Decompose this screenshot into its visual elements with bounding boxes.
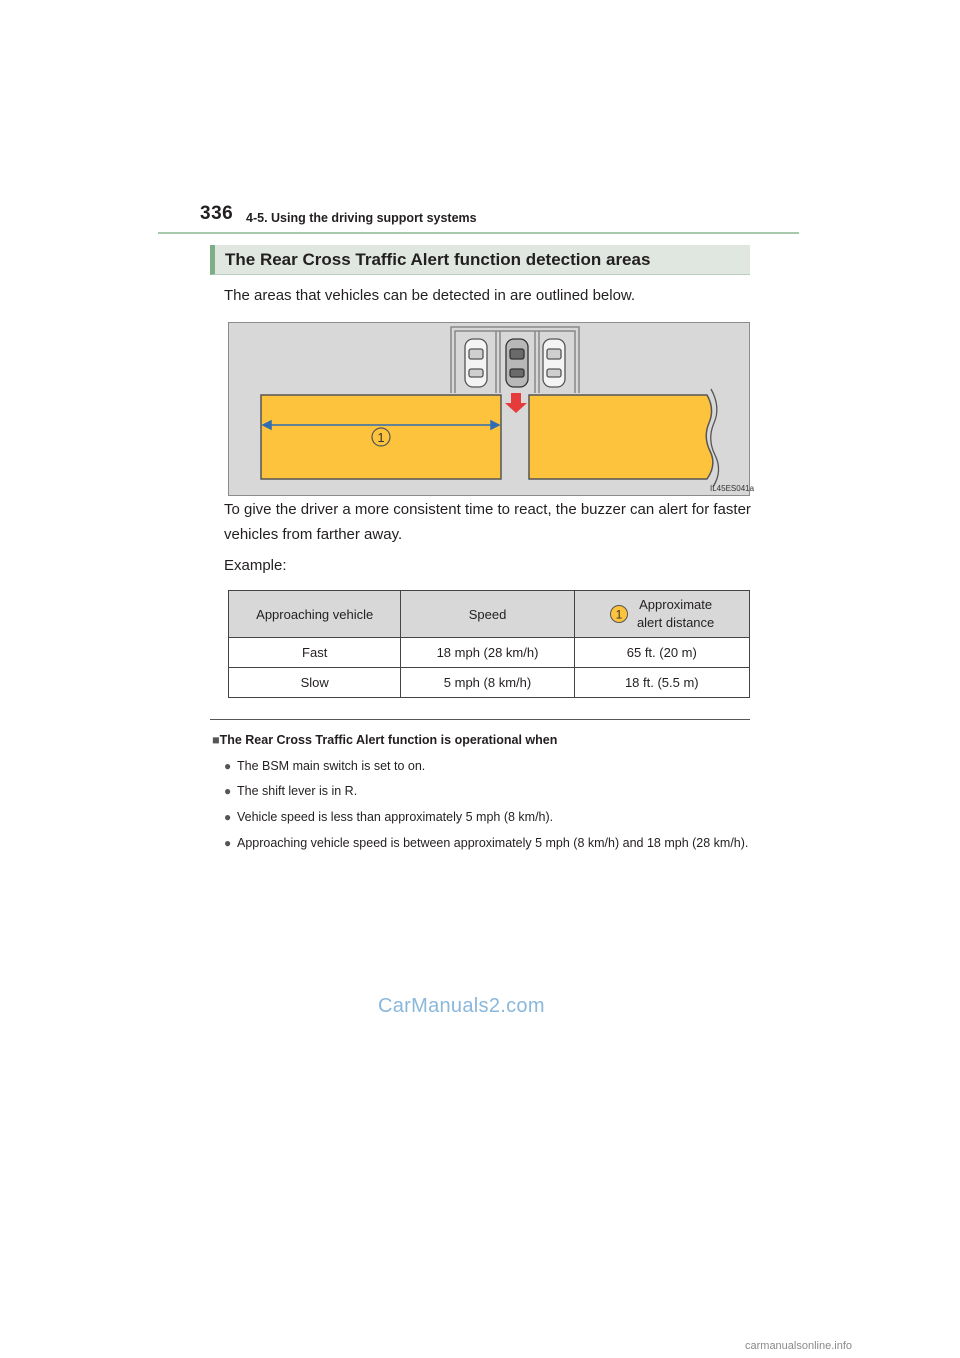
page-number: 336 xyxy=(200,203,234,224)
note-divider xyxy=(210,719,750,720)
svg-text:1: 1 xyxy=(615,607,623,622)
example-label: Example: xyxy=(224,557,287,574)
header-approximate: Approximate xyxy=(639,597,713,612)
footer-watermark: carmanualsonline.info xyxy=(745,1340,853,1352)
figure-code: IL45ES041a xyxy=(710,484,755,493)
header-speed: Speed xyxy=(401,591,574,638)
table-cell: 18 mph (28 km/h) xyxy=(401,638,574,668)
explanation-paragraph: To give the driver a more consistent time to react, the buzzer can alert for faster vehicles from farther away. xyxy=(224,501,751,543)
reverse-direction-arrow-icon xyxy=(505,393,527,413)
bullet-icon: ● xyxy=(224,836,232,850)
example-table xyxy=(228,590,750,698)
svg-text:1: 1 xyxy=(377,430,385,445)
callout-badge-1 xyxy=(372,428,390,446)
bullet-icon: ● xyxy=(224,810,232,824)
header-approaching-vehicle: Approaching vehicle xyxy=(229,591,401,638)
table-cell: 18 ft. (5.5 m) xyxy=(574,668,749,698)
detection-area-diagram xyxy=(228,322,755,496)
running-header: 4-5. Using the driving support systems xyxy=(246,211,477,225)
bullet-icon: ● xyxy=(224,784,232,798)
list-item: ● The shift lever is in R. xyxy=(224,782,754,801)
bullet-icon: ● xyxy=(224,759,232,773)
table-cell: 5 mph (8 km/h) xyxy=(401,668,574,698)
table-cell: Slow xyxy=(229,668,401,698)
header-alert-distance-label: alert distance xyxy=(636,615,715,630)
table-header-row xyxy=(229,591,750,638)
intro-paragraph: The areas that vehicles can be detected in are outlined below. xyxy=(224,287,636,304)
header-rule xyxy=(158,232,799,234)
detection-zone-right xyxy=(529,395,713,479)
watermark-link[interactable]: CarManuals2.com xyxy=(378,995,545,1017)
zone-continuation-wave xyxy=(711,389,719,487)
section-title: The Rear Cross Traffic Alert function detection areas xyxy=(210,245,750,275)
callout-badge-icon xyxy=(609,604,629,624)
list-item: ● The BSM main switch is set to on. xyxy=(224,757,754,776)
table-cell: Fast xyxy=(229,638,401,668)
parked-car-left xyxy=(465,339,487,387)
note-heading: ■The Rear Cross Traffic Alert function is operational when xyxy=(212,733,558,747)
table-row xyxy=(229,638,750,668)
header-alert-distance xyxy=(574,591,749,638)
detection-area-illustration xyxy=(229,323,755,495)
square-bullet-icon: ■ xyxy=(212,733,220,747)
table-row xyxy=(229,668,750,698)
parked-car-right xyxy=(543,339,565,387)
list-item: ● Vehicle speed is less than approximately 5 mph (8 km/h). xyxy=(224,808,754,827)
own-car xyxy=(506,339,528,387)
table-cell: 65 ft. (20 m) xyxy=(574,638,749,668)
list-item: ● Approaching vehicle speed is between approximately 5 mph (8 km/h) and 18 mph (28 km/h). xyxy=(224,834,754,853)
